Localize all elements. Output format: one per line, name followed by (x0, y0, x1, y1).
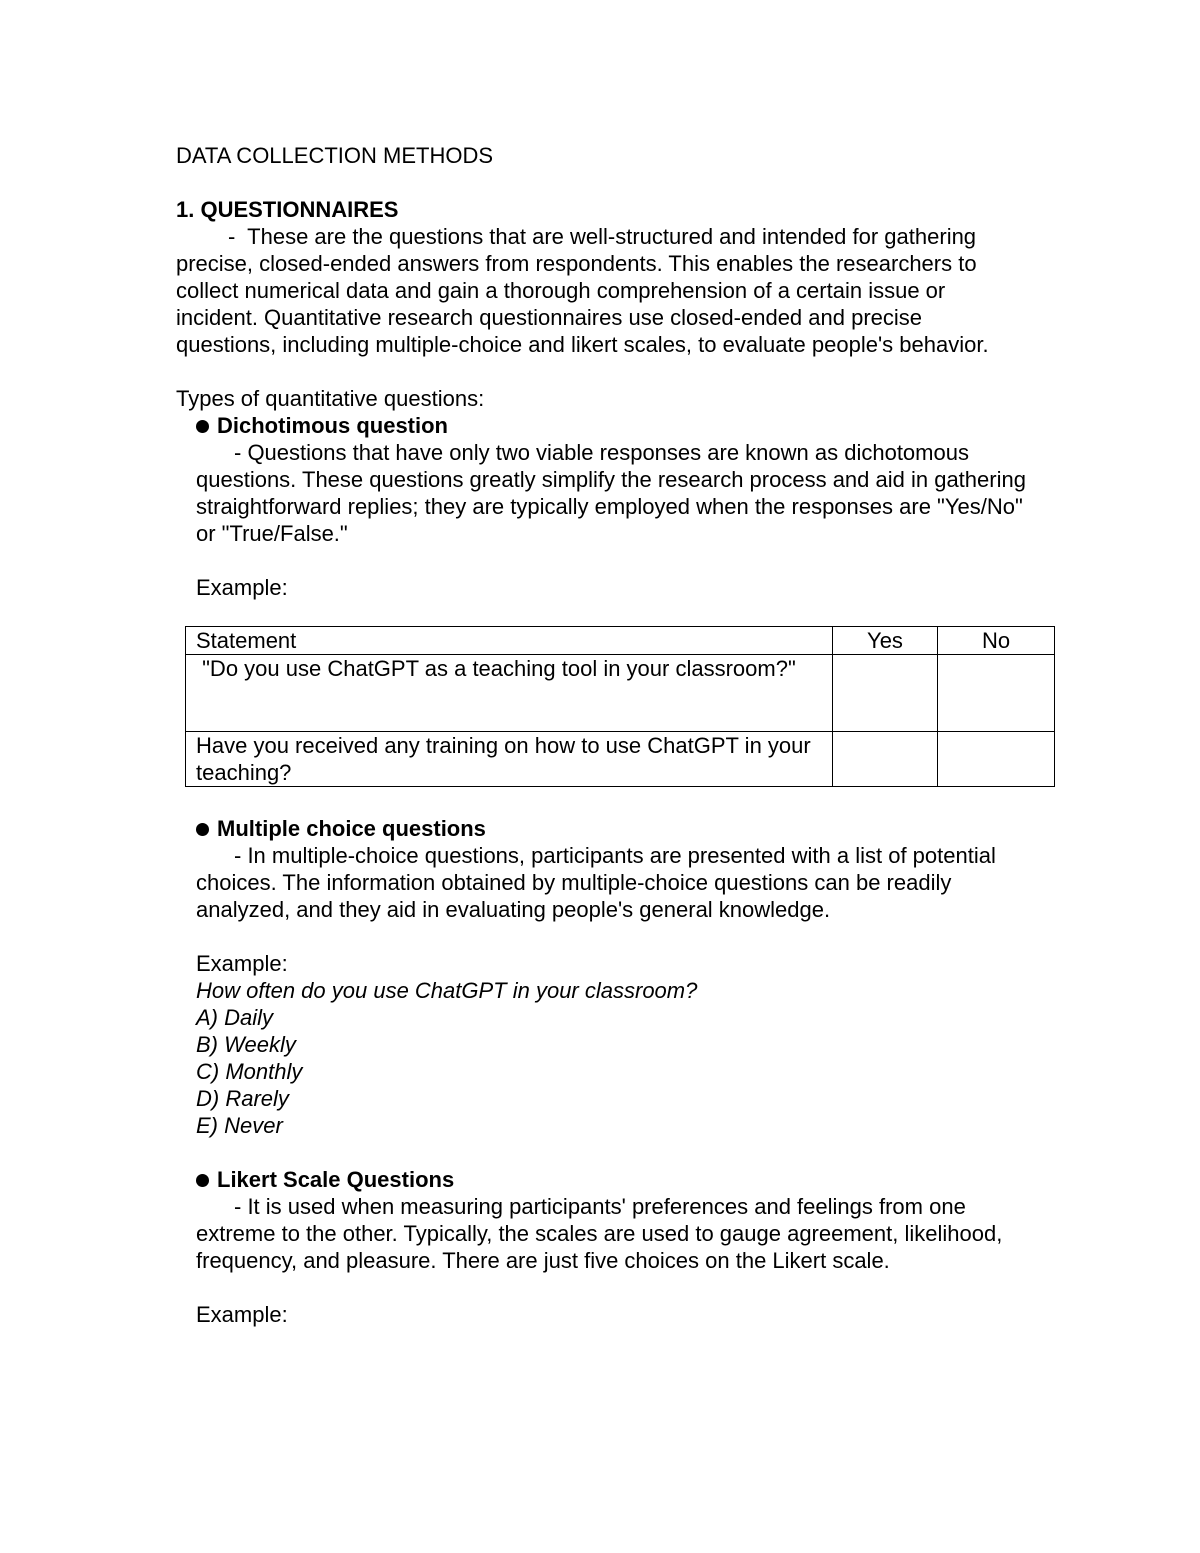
table-header-statement: Statement (186, 627, 833, 655)
likert-heading (196, 1166, 1026, 1193)
table-header-yes: Yes (833, 627, 938, 655)
multiple-choice-option: E) Never (196, 1113, 283, 1138)
dichotomous-example-label: Example: (196, 575, 288, 600)
likert-description-text: - It is used when measuring participants' preferences and feelings from one extreme to the other. Typically, the scales are used to gauge agreement, likelihood, frequency, and pleasure. There are just five choices on the Likert scale. (196, 1194, 1003, 1273)
questionnaires-paragraph (176, 223, 1026, 358)
likert-section (196, 1166, 1026, 1328)
dichotomous-heading (196, 412, 1026, 439)
multiple-choice-option: D) Rarely (196, 1086, 289, 1111)
multiple-choice-description (196, 842, 1026, 923)
multiple-choice-description-text: - In multiple-choice questions, participants are presented with a list of potential choices. The information obtained by multiple-choice questions can be readily analyzed, and they aid in evaluating people's general knowledge. (196, 843, 996, 922)
questionnaires-text: These are the questions that are well-structured and intended for gathering precise, closed-ended answers from respondents. This enables the researchers to collect numerical data and gain a thorough comprehension of a certain issue or incident. Quantitative research questionnaires use closed-ended and precise questions, including multiple-choice and likert scales, to evaluate people's behavior. (176, 224, 989, 357)
table-cell-no (938, 655, 1055, 732)
document-title: DATA COLLECTION METHODS (176, 143, 494, 168)
dichotomous-example-table (185, 626, 1055, 787)
dichotomous-description-text: - Questions that have only two viable responses are known as dichotomous questions. These questions greatly simplify the research process and aid in gathering straightforward replies; they are typically employed when the responses are "Yes/No" or "True/False." (196, 440, 1026, 546)
table-cell-statement: Have you received any training on how to use ChatGPT in your teaching? (186, 732, 833, 787)
multiple-choice-option: B) Weekly (196, 1032, 296, 1057)
paragraph-dash: - (228, 224, 236, 249)
document-body (176, 142, 1046, 1328)
likert-heading-text: Likert Scale Questions (217, 1167, 455, 1192)
likert-description (196, 1193, 1026, 1274)
multiple-choice-option: C) Monthly (196, 1059, 303, 1084)
table-row (186, 732, 1055, 787)
likert-example-label: Example: (196, 1302, 288, 1327)
bullet-icon (196, 420, 209, 433)
multiple-choice-heading (196, 815, 1026, 842)
bullet-icon (196, 1174, 209, 1187)
multiple-choice-heading-text: Multiple choice questions (217, 816, 486, 841)
table-cell-yes (833, 655, 938, 732)
table-cell-no (938, 732, 1055, 787)
bullet-icon (196, 823, 209, 836)
types-label: Types of quantitative questions: (176, 386, 485, 411)
table-cell-yes (833, 732, 938, 787)
multiple-choice-section (196, 815, 1026, 1139)
section-heading-questionnaires: 1. QUESTIONNAIRES (176, 197, 399, 222)
statement-text: "Do you use ChatGPT as a teaching tool in your classroom?" (202, 656, 796, 681)
multiple-choice-option: A) Daily (196, 1005, 274, 1030)
dichotomous-heading-text: Dichotimous question (217, 413, 448, 438)
table-header-no: No (938, 627, 1055, 655)
table-row (186, 655, 1055, 732)
table-header-row (186, 627, 1055, 655)
dichotomous-section (196, 412, 1026, 787)
multiple-choice-question: How often do you use ChatGPT in your classroom? (196, 978, 698, 1003)
dichotomous-description (196, 439, 1026, 547)
table-cell-statement (186, 655, 833, 732)
multiple-choice-example-label: Example: (196, 951, 288, 976)
